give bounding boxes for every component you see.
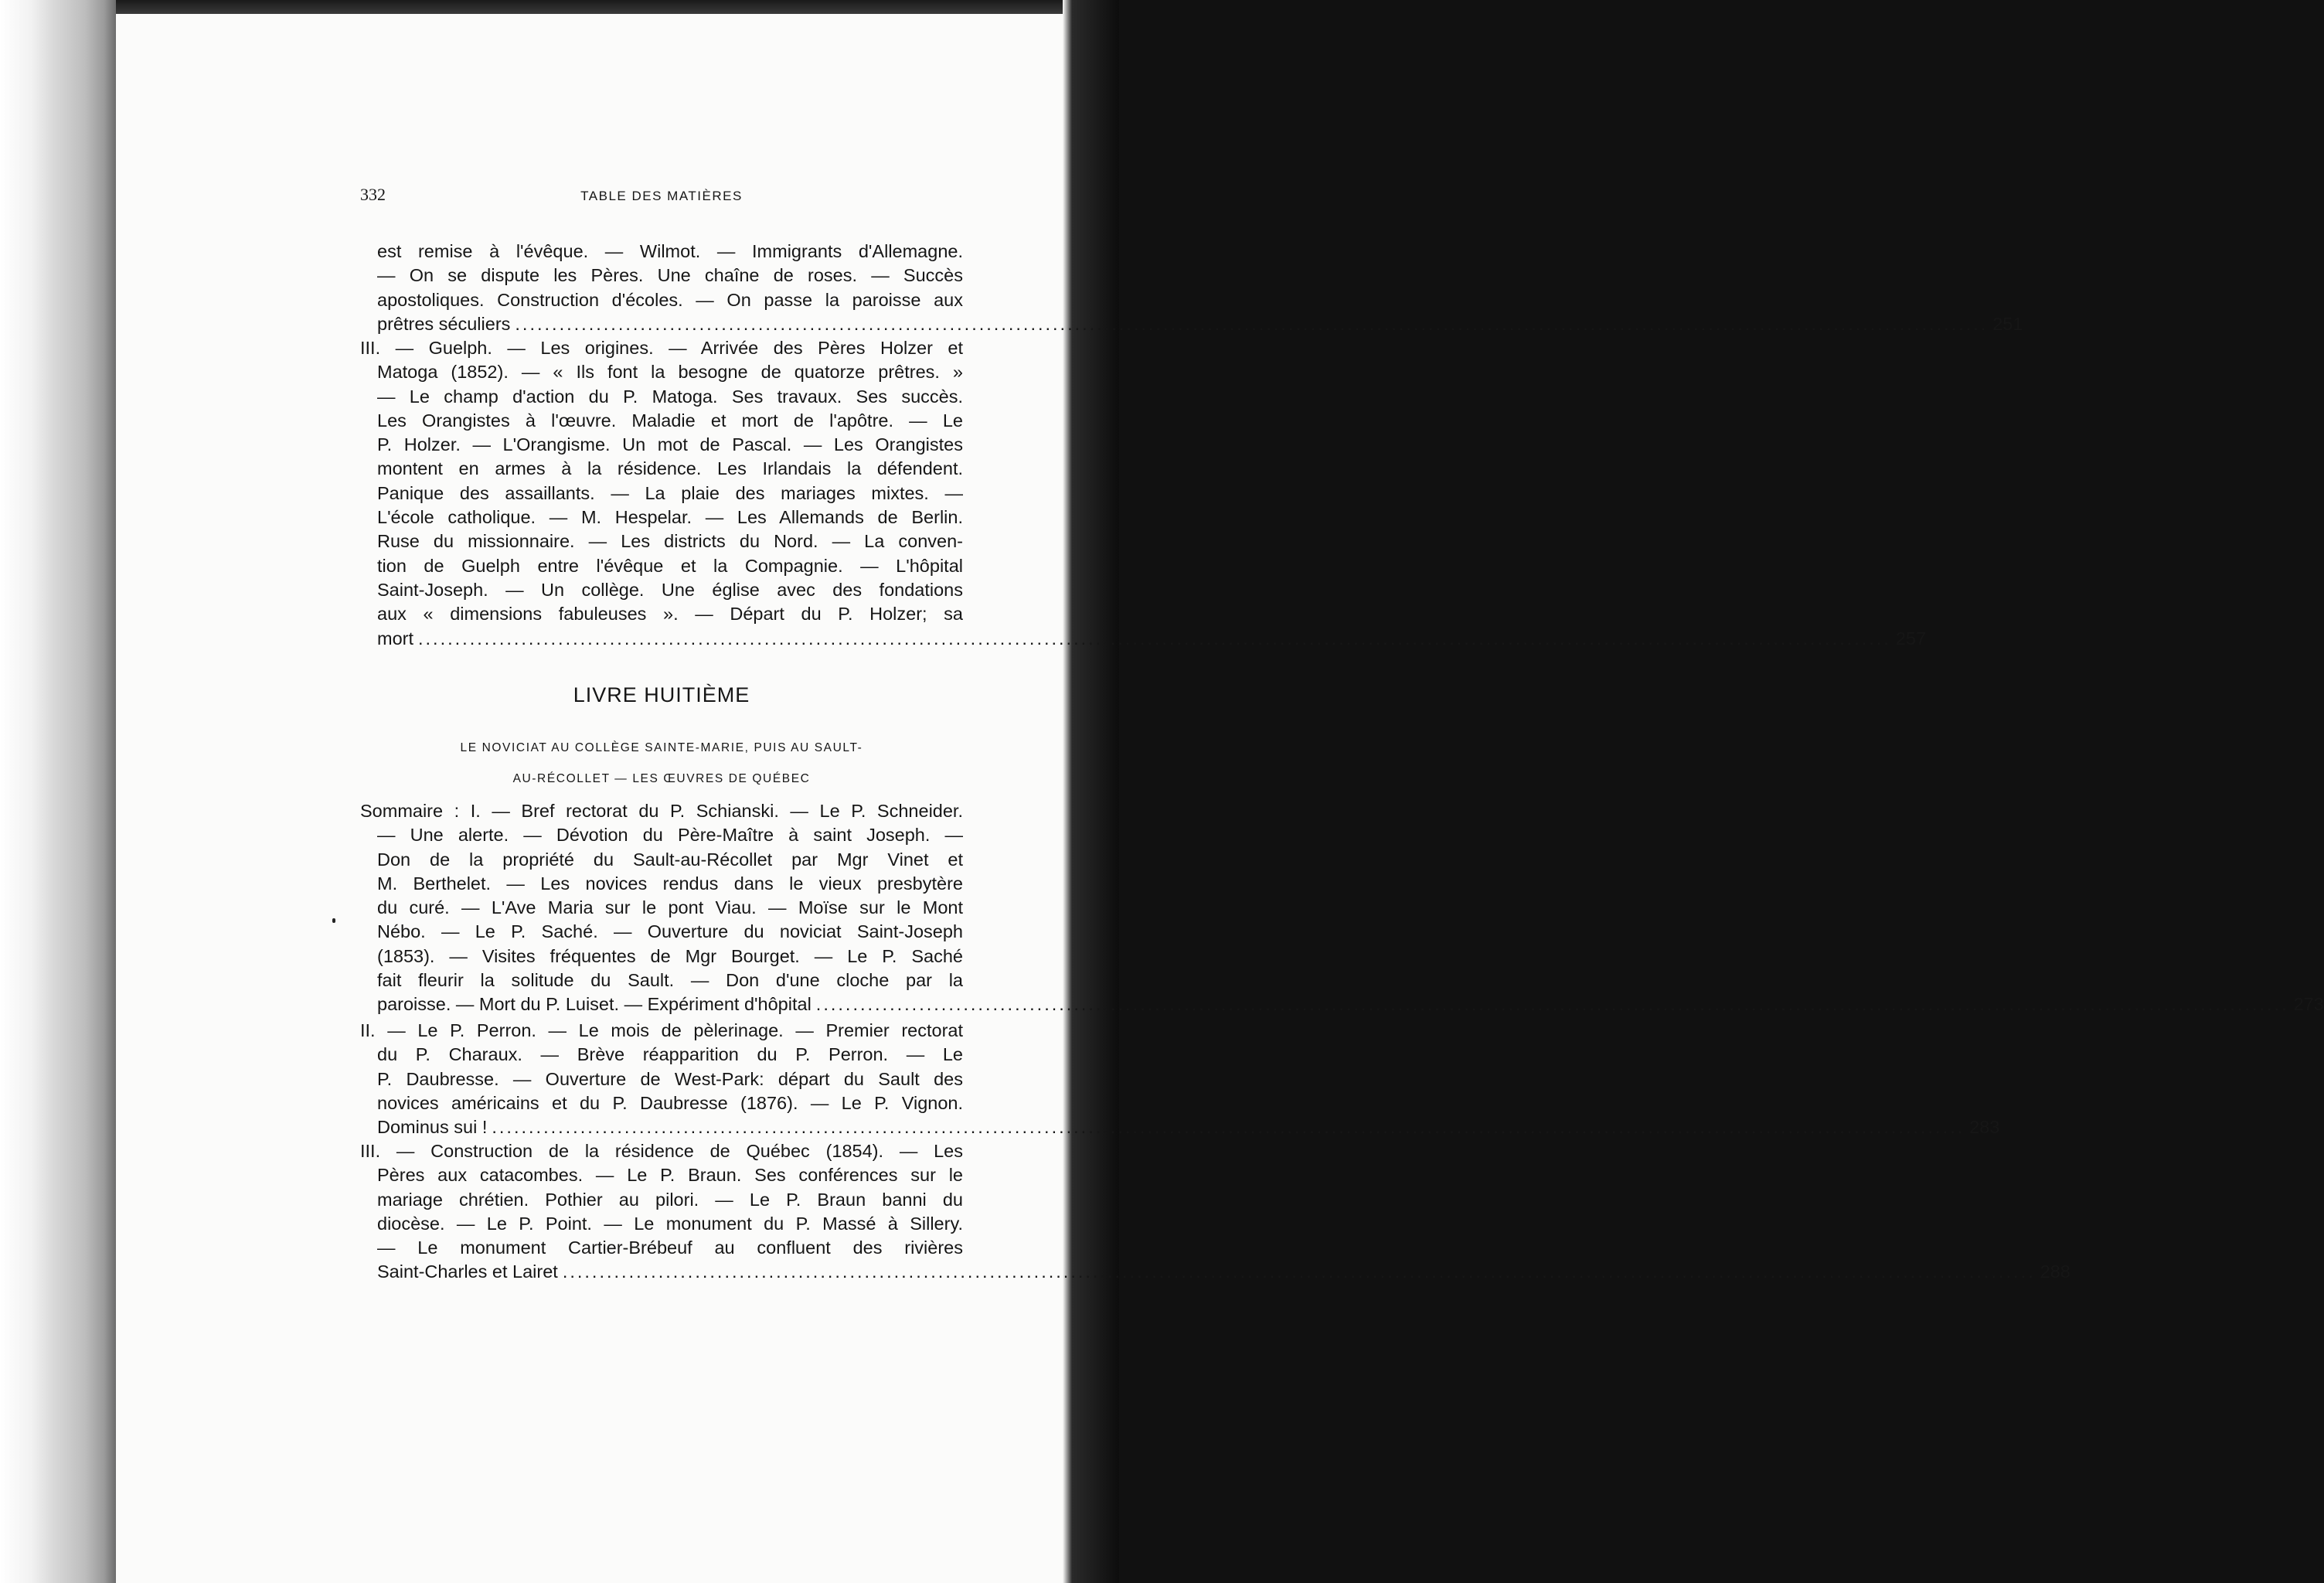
toc-line: montent en armes à la résidence. Les Irlandais la défendent. <box>377 458 963 479</box>
toc-leader-line <box>377 312 2023 336</box>
running-header <box>360 182 963 213</box>
toc-line: du P. Charaux. — Brève réapparition du P. Perron. — Le <box>377 1044 963 1065</box>
toc-entry-continued <box>360 240 2023 336</box>
toc-leader-line <box>360 1115 2000 1139</box>
dot-leader: ........................................................................................................................................................................................................ <box>492 1117 1965 1138</box>
toc-line: aux « dimensions fabuleuses ». — Départ du P. Holzer; sa <box>377 604 963 625</box>
toc-line: — Le champ d'action du P. Matoga. Ses travaux. Ses succès. <box>377 386 963 407</box>
toc-line: Les Orangistes à l'œuvre. Maladie et mort de l'apôtre. — Le <box>377 410 963 431</box>
toc-line: M. Berthelet. — Les novices rendus dans le vieux presbytère <box>377 873 963 894</box>
toc-line: Nébo. — Le P. Saché. — Ouverture du noviciat Saint-Joseph <box>377 921 963 942</box>
toc-page-ref: 257 <box>1895 628 1927 649</box>
toc-line: — Une alerte. — Dévotion du Père-Maître à saint Joseph. — <box>377 825 963 846</box>
toc-entry-II <box>360 1019 2000 1139</box>
toc-line: — On se dispute les Pères. Une chaîne de roses. — Succès <box>377 265 963 286</box>
toc-line: fait fleurir la solitude du Sault. — Don d'une cloche par la <box>377 970 963 991</box>
dot-leader: ........................................................................................................................................................................................................ <box>562 1261 2036 1282</box>
toc-last-line-text: paroisse. — Mort du P. Luiset. — Expériment d'hôpital <box>377 994 812 1015</box>
dot-leader: ........................................................................................................................................................................................................ <box>515 313 1989 334</box>
scan-top-border <box>0 0 1119 14</box>
toc-line: apostoliques. Construction d'écoles. — On passe la paroisse aux <box>377 289 963 310</box>
dot-leader: ........................................................................................................................................................................................................ <box>418 628 1891 649</box>
toc-leader-line <box>360 627 1927 651</box>
toc-line: Sommaire : I. — Bref rectorat du P. Schianski. — Le P. Schneider. <box>360 801 963 821</box>
scan-right-border <box>1063 0 1119 1583</box>
toc-line: — Le monument Cartier-Brébeuf au confluent des rivières <box>377 1237 963 1258</box>
toc-line: Panique des assaillants. — La plaie des mariages mixtes. — <box>377 482 963 503</box>
toc-line: est remise à l'évêque. — Wilmot. — Immigrants d'Allemagne. <box>377 241 963 261</box>
toc-line: (1853). — Visites fréquentes de Mgr Bourget. — Le P. Saché <box>377 945 963 966</box>
toc-leader-line <box>360 992 2324 1016</box>
toc-line: Matoga (1852). — « Ils font la besogne de quatorze prêtres. » <box>377 362 963 383</box>
toc-page-ref: 251 <box>1992 313 2023 334</box>
toc-line: novices américains et du P. Daubresse (1876). — Le P. Vignon. <box>377 1092 963 1113</box>
toc-page-ref: 273 <box>2293 994 2324 1015</box>
toc-page-ref: 283 <box>1969 1117 2000 1138</box>
toc-line: II. — Le P. Perron. — Le mois de pèlerinage. — Premier rectorat <box>360 1020 963 1040</box>
toc-last-line-text: mort <box>377 628 413 649</box>
toc-line: tion de Guelph entre l'évêque et la Compagnie. — L'hôpital <box>377 555 963 576</box>
toc-line: P. Daubresse. — Ouverture de West-Park: départ du Sault des <box>377 1068 963 1089</box>
toc-line: Don de la propriété du Sault-au-Récollet par Mgr Vinet et <box>377 849 963 870</box>
book-subtitle-line-2: AU-RÉCOLLET — LES ŒUVRES DE QUÉBEC <box>512 772 811 785</box>
book-subtitle-line-1: LE NOVICIAT AU COLLÈGE SAINTE-MARIE, PUIS AU SAULT- <box>460 741 863 754</box>
toc-line: Pères aux catacombes. — Le P. Braun. Ses conférences sur le <box>377 1165 963 1186</box>
running-head-title: TABLE DES MATIÈRES <box>580 189 743 203</box>
toc-last-line-text: Dominus sui ! <box>377 1117 488 1138</box>
toc-last-line-text: Saint-Charles et Lairet <box>377 1261 558 1282</box>
toc-line: mariage chrétien. Pothier au pilori. — Le P. Braun banni du <box>377 1189 963 1210</box>
toc-line: III. — Construction de la résidence de Québec (1854). — Les <box>360 1141 963 1161</box>
toc-line: L'école catholique. — M. Hespelar. — Les Allemands de Berlin. <box>377 507 963 528</box>
toc-line: III. — Guelph. — Les origines. — Arrivée des Pères Holzer et <box>360 338 963 358</box>
toc-line: diocèse. — Le P. Point. — Le monument du P. Massé à Sillery. <box>377 1213 963 1234</box>
toc-leader-line <box>360 1260 2071 1284</box>
ink-speck <box>332 918 335 923</box>
dot-leader: ........................................................................................................................................................................................................ <box>815 994 2289 1015</box>
book-page-edges <box>0 0 116 1583</box>
toc-entry-guelph <box>360 336 1927 651</box>
toc-line: du curé. — L'Ave Maria sur le pont Viau. — Moïse sur le Mont <box>377 897 963 918</box>
book-title: LIVRE HUITIÈME <box>573 683 750 706</box>
toc-last-line-text: prêtres séculiers <box>377 313 511 334</box>
toc-line: Ruse du missionnaire. — Les districts du Nord. — La conven- <box>377 531 963 552</box>
toc-entry-III-quebec <box>360 1139 2071 1285</box>
toc-line: Saint-Joseph. — Un collège. Une église avec des fondations <box>377 579 963 600</box>
toc-page-ref: 288 <box>2040 1261 2071 1282</box>
toc-entry-sommaire-I <box>360 799 2324 1017</box>
toc-line: P. Holzer. — L'Orangisme. Un mot de Pascal. — Les Orangistes <box>377 434 963 455</box>
page-number: 332 <box>360 185 386 204</box>
